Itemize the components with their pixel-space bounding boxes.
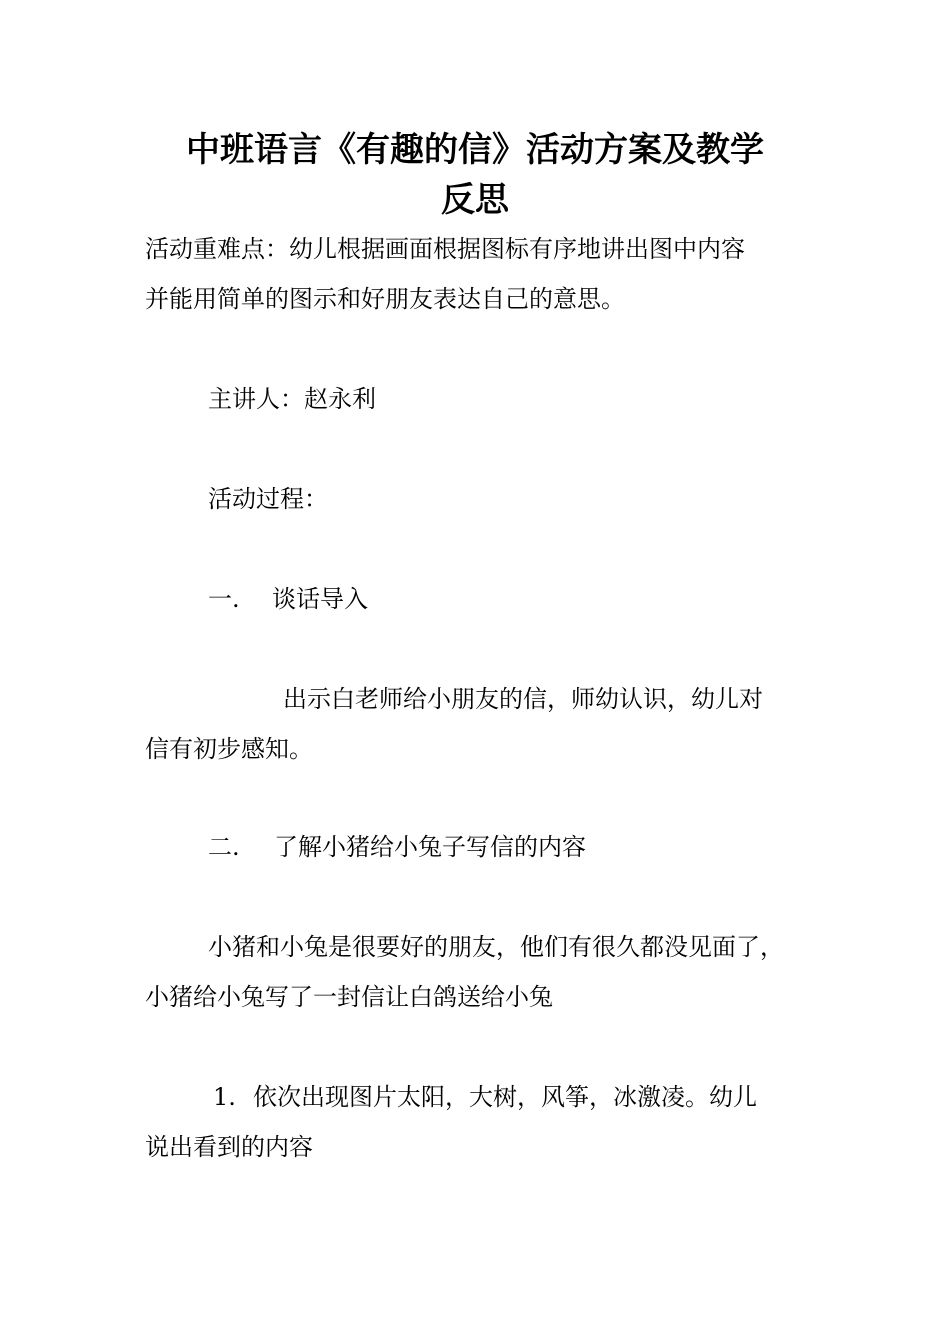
document-title-line-2: 反思	[441, 180, 509, 220]
speaker-line: 主讲人：赵永利	[208, 385, 376, 413]
section-2-paragraph-line-2: 小猪给小兔写了一封信让白鸽送给小兔	[145, 983, 553, 1011]
section-2-heading	[208, 832, 586, 862]
focus-text-line-2: 并能用简单的图示和好朋友表达自己的意思。	[145, 285, 625, 313]
item-1-number: 1.	[213, 1083, 236, 1111]
item-1-line-1	[213, 1082, 757, 1112]
section-1-paragraph-line-2: 信有初步感知。	[145, 735, 313, 763]
section-2-number: 二.	[208, 833, 240, 861]
focus-text-line-1: 活动重难点：幼儿根据画面根据图标有序地讲出图中内容	[145, 235, 745, 263]
item-1-line-2: 说出看到的内容	[145, 1133, 313, 1161]
section-1-paragraph-line-1: 出示白老师给小朋友的信，师幼认识，幼儿对	[283, 685, 763, 713]
process-heading: 活动过程：	[208, 485, 328, 513]
section-2-paragraph-line-1: 小猪和小兔是很要好的朋友，他们有很久都没见面了，	[208, 933, 784, 961]
section-1-title: 谈话导入	[272, 585, 368, 613]
section-2-title: 了解小猪给小兔子写信的内容	[274, 833, 586, 861]
item-1-text: 依次出现图片太阳，大树，风筝，冰激凌。幼儿	[253, 1083, 757, 1111]
section-1-heading	[208, 584, 368, 614]
section-1-number: 一.	[208, 585, 240, 613]
document-title-line-1: 中班语言《有趣的信》活动方案及教学	[186, 130, 764, 170]
